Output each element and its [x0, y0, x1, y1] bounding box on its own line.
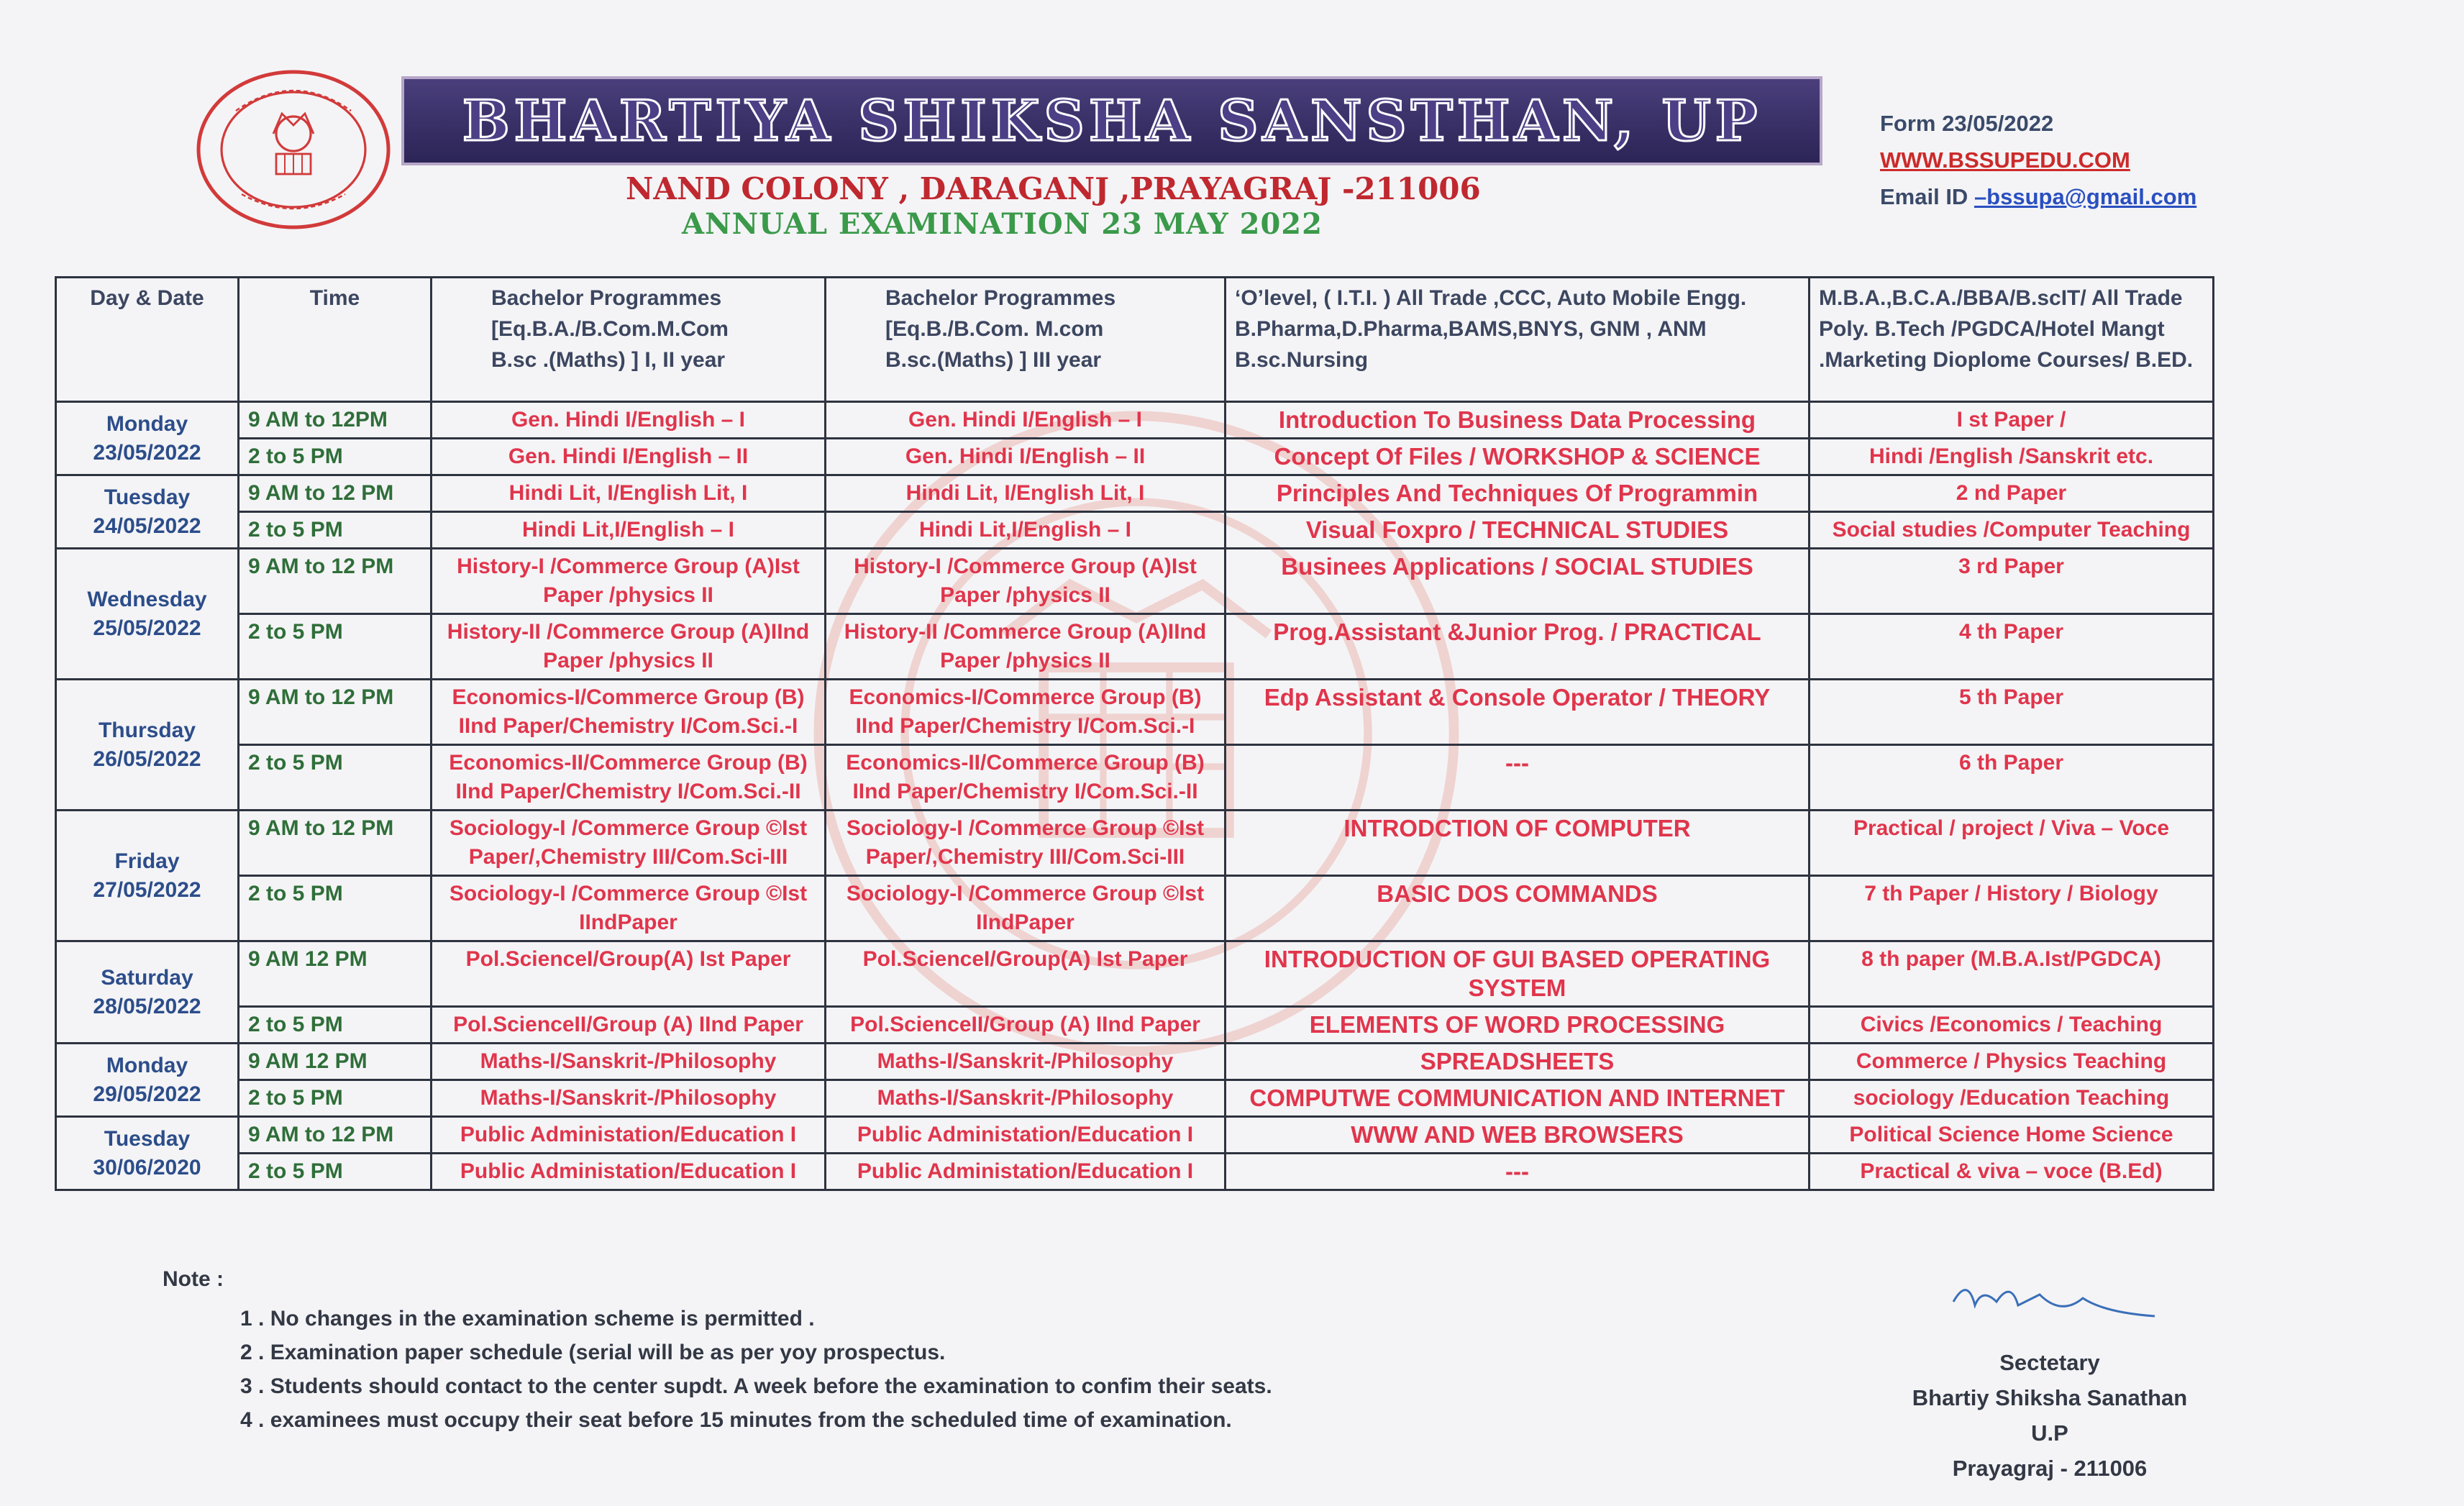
paper-olevel: Concept Of Files / WORKSHOP & SCIENCE: [1226, 439, 1810, 475]
paper-olevel: WWW AND WEB BROWSERS: [1226, 1117, 1810, 1154]
paper-bachelor-1-2: Hindi Lit,I/English – I: [432, 512, 826, 549]
time-cell: 9 AM 12 PM: [239, 1044, 432, 1080]
day-date-cell: [56, 680, 239, 811]
note-item: 3 . Students should contact to the center supdt. A week before the examination to confim their seats.: [240, 1374, 1272, 1398]
paper-bachelor-3: Public Administation/Education I: [826, 1154, 1226, 1190]
paper-bachelor-3: Hindi Lit,I/English – I: [826, 512, 1226, 549]
signatory-title: Sectetary: [1999, 1350, 2100, 1375]
exam-date: 23/05/2022: [93, 440, 201, 465]
paper-bachelor-1-2: Maths-I/Sanskrit-/Philosophy: [432, 1080, 826, 1117]
col-header-time: Time: [239, 278, 432, 402]
table-row: [56, 1117, 2214, 1154]
table-header-row: [56, 278, 2214, 402]
time-cell: 2 to 5 PM: [239, 614, 432, 680]
paper-bachelor-3: Pol.ScienceII/Group (A) IInd Paper: [826, 1007, 1226, 1044]
paper-mba: Hindi /English /Sanskrit etc.: [1810, 439, 2214, 475]
exam-date: 24/05/2022: [93, 514, 201, 538]
paper-olevel: COMPUTWE COMMUNICATION AND INTERNET: [1226, 1080, 1810, 1117]
table-row: [56, 1007, 2214, 1044]
paper-bachelor-3: Sociology-I /Commerce Group ©Ist IIndPaper: [826, 876, 1226, 941]
time-cell: 9 AM to 12 PM: [239, 811, 432, 876]
day-name: Monday: [106, 1053, 188, 1077]
paper-mba: Social studies /Computer Teaching: [1810, 512, 2214, 549]
institute-title: BHARTIYA SHIKSHA SANSTHAN, UP: [462, 88, 1762, 154]
paper-mba: 8 th paper (M.B.A.Ist/PGDCA): [1810, 941, 2214, 1007]
paper-bachelor-1-2: Public Administation/Education I: [432, 1154, 826, 1190]
paper-bachelor-1-2: Gen. Hindi I/English – II: [432, 439, 826, 475]
table-row: [56, 439, 2214, 475]
col-header-mba: [1810, 278, 2214, 402]
paper-bachelor-3: Economics-I/Commerce Group (B) IInd Paper/Chemistry I/Com.Sci.-I: [826, 680, 1226, 745]
paper-mba: I st Paper /: [1810, 402, 2214, 439]
paper-bachelor-1-2: History-I /Commerce Group (A)Ist Paper /physics II: [432, 549, 826, 614]
paper-bachelor-1-2: Hindi Lit, I/English Lit, I: [432, 475, 826, 512]
day-name: Friday: [114, 849, 180, 873]
col-header-olevel: [1226, 278, 1810, 402]
paper-bachelor-3: Maths-I/Sanskrit-/Philosophy: [826, 1080, 1226, 1117]
day-date-cell: [56, 549, 239, 680]
paper-olevel: ---: [1226, 745, 1810, 811]
paper-bachelor-1-2: Pol.ScienceII/Group (A) IInd Paper: [432, 1007, 826, 1044]
time-cell: 2 to 5 PM: [239, 1154, 432, 1190]
time-cell: 2 to 5 PM: [239, 1080, 432, 1117]
exam-date: 30/06/2020: [93, 1155, 201, 1179]
paper-mba: Civics /Economics / Teaching: [1810, 1007, 2214, 1044]
email-line: [1880, 178, 2196, 215]
paper-mba: sociology /Education Teaching: [1810, 1080, 2214, 1117]
table-row: [56, 512, 2214, 549]
note-item: 1 . No changes in the examination scheme is permitted .: [240, 1307, 815, 1331]
email-label: Email ID: [1880, 184, 1974, 209]
paper-mba: 3 rd Paper: [1810, 549, 2214, 614]
paper-bachelor-1-2: Sociology-I /Commerce Group ©Ist IIndPaper: [432, 876, 826, 941]
paper-olevel: INTRODUCTION OF GUI BASED OPERATING SYSTEM: [1226, 941, 1810, 1007]
table-row: [56, 811, 2214, 876]
day-date-cell: [56, 1044, 239, 1117]
day-date-cell: [56, 941, 239, 1044]
col-header-text: M.B.A.,B.C.A./BBA/B.scIT/ All Trade Poly. B.Tech /PGDCA/Hotel Mangt .Marketing Dioplome Courses/ B.ED.: [1819, 286, 2194, 372]
paper-bachelor-1-2: Pol.ScienceI/Group(A) Ist Paper: [432, 941, 826, 1007]
col-header-day: Day & Date: [56, 278, 239, 402]
table-row: [56, 941, 2214, 1007]
exam-date: 25/05/2022: [93, 616, 201, 640]
paper-mba: 2 nd Paper: [1810, 475, 2214, 512]
paper-bachelor-1-2: Maths-I/Sanskrit-/Philosophy: [432, 1044, 826, 1080]
paper-bachelor-1-2: Economics-I/Commerce Group (B) IInd Paper/Chemistry I/Com.Sci.-I: [432, 680, 826, 745]
exam-date: 26/05/2022: [93, 747, 201, 771]
paper-olevel: Visual Foxpro / TECHNICAL STUDIES: [1226, 512, 1810, 549]
table-row: [56, 1080, 2214, 1117]
notes-list: [240, 1302, 1272, 1437]
time-cell: 9 AM to 12PM: [239, 402, 432, 439]
signatory-block: [1899, 1345, 2201, 1486]
paper-mba: Practical / project / Viva – Voce: [1810, 811, 2214, 876]
paper-olevel: INTRODCTION OF COMPUTER: [1226, 811, 1810, 876]
table-row: [56, 876, 2214, 941]
time-cell: 9 AM to 12 PM: [239, 680, 432, 745]
table-row: [56, 402, 2214, 439]
paper-bachelor-1-2: Economics-II/Commerce Group (B) IInd Paper/Chemistry I/Com.Sci.-II: [432, 745, 826, 811]
paper-bachelor-3: Sociology-I /Commerce Group ©Ist Paper/,Chemistry III/Com.Sci-III: [826, 811, 1226, 876]
signatory-place: Prayagraj - 211006: [1952, 1456, 2148, 1481]
time-cell: 2 to 5 PM: [239, 876, 432, 941]
paper-mba: 7 th Paper / History / Biology: [1810, 876, 2214, 941]
paper-olevel: Introduction To Business Data Processing: [1226, 402, 1810, 439]
exam-date: 27/05/2022: [93, 877, 201, 902]
paper-olevel: Businees Applications / SOCIAL STUDIES: [1226, 549, 1810, 614]
time-cell: 9 AM to 12 PM: [239, 475, 432, 512]
note-item: 4 . examinees must occupy their seat before 15 minutes from the scheduled time of examination.: [240, 1408, 1232, 1432]
signature: [1946, 1273, 2162, 1323]
col-header-text: Bachelor Programmes [Eq.B./B.Com. M.com B.sc.(Maths) ] III year: [885, 286, 1116, 372]
website-link[interactable]: WWW.BSSUPEDU.COM: [1880, 147, 2130, 173]
time-cell: 9 AM to 12 PM: [239, 1117, 432, 1154]
paper-bachelor-3: Gen. Hindi I/English – I: [826, 402, 1226, 439]
col-header-text: ‘O’level, ( I.T.I. ) All Trade ,CCC, Auto Mobile Engg. B.Pharma,D.Pharma,BAMS,BNYS, GNM , ANM B.sc.Nursing: [1235, 286, 1747, 372]
table-row: [56, 475, 2214, 512]
day-date-cell: [56, 1117, 239, 1190]
paper-olevel: ---: [1226, 1154, 1810, 1190]
day-name: Saturday: [101, 965, 193, 990]
table-row: [56, 1154, 2214, 1190]
paper-bachelor-3: Economics-II/Commerce Group (B) IInd Paper/Chemistry I/Com.Sci.-II: [826, 745, 1226, 811]
day-name: Thursday: [98, 718, 196, 742]
day-date-cell: [56, 811, 239, 941]
paper-mba: 5 th Paper: [1810, 680, 2214, 745]
institute-logo: [193, 68, 394, 232]
exam-title: ANNUAL EXAMINATION 23 MAY 2022: [682, 207, 1323, 241]
note-label: Note :: [163, 1267, 224, 1291]
day-name: Monday: [106, 411, 188, 436]
time-cell: 2 to 5 PM: [239, 745, 432, 811]
col-header-bachelor-3: [826, 278, 1226, 402]
time-cell: 2 to 5 PM: [239, 439, 432, 475]
paper-bachelor-1-2: History-II /Commerce Group (A)IInd Paper /physics II: [432, 614, 826, 680]
paper-olevel: Prog.Assistant &Junior Prog. / PRACTICAL: [1226, 614, 1810, 680]
day-date-cell: [56, 402, 239, 475]
day-name: Tuesday: [104, 1126, 191, 1151]
schedule-body: [56, 402, 2214, 1190]
exam-date: 29/05/2022: [93, 1082, 201, 1106]
paper-bachelor-1-2: Public Administation/Education I: [432, 1117, 826, 1154]
header-contact: [1880, 105, 2196, 215]
paper-olevel: Edp Assistant & Console Operator / THEORY: [1226, 680, 1810, 745]
table-row: [56, 549, 2214, 614]
paper-olevel: ELEMENTS OF WORD PROCESSING: [1226, 1007, 1810, 1044]
day-name: Wednesday: [87, 587, 207, 611]
time-cell: 9 AM 12 PM: [239, 941, 432, 1007]
paper-bachelor-3: History-I /Commerce Group (A)Ist Paper /physics II: [826, 549, 1226, 614]
form-date: Form 23/05/2022: [1880, 111, 2054, 136]
institute-title-banner: [401, 76, 1822, 165]
table-row: [56, 745, 2214, 811]
paper-bachelor-3: History-II /Commerce Group (A)IInd Paper /physics II: [826, 614, 1226, 680]
paper-bachelor-3: Maths-I/Sanskrit-/Philosophy: [826, 1044, 1226, 1080]
paper-mba: 4 th Paper: [1810, 614, 2214, 680]
paper-bachelor-3: Gen. Hindi I/English – II: [826, 439, 1226, 475]
paper-bachelor-1-2: Gen. Hindi I/English – I: [432, 402, 826, 439]
table-row: [56, 614, 2214, 680]
paper-olevel: Principles And Techniques Of Programmin: [1226, 475, 1810, 512]
paper-olevel: BASIC DOS COMMANDS: [1226, 876, 1810, 941]
paper-bachelor-3: Hindi Lit, I/English Lit, I: [826, 475, 1226, 512]
col-header-bachelor-1-2: [432, 278, 826, 402]
day-name: Tuesday: [104, 485, 191, 509]
table-row: [56, 680, 2214, 745]
paper-mba: Practical & viva – voce (B.Ed): [1810, 1154, 2214, 1190]
day-date-cell: [56, 475, 239, 549]
exam-schedule-table: [55, 276, 2214, 1191]
time-cell: 2 to 5 PM: [239, 1007, 432, 1044]
note-item: 2 . Examination paper schedule (serial will be as per yoy prospectus.: [240, 1341, 946, 1364]
time-cell: 2 to 5 PM: [239, 512, 432, 549]
email-link[interactable]: –bssupa@gmail.com: [1974, 184, 2197, 209]
table-row: [56, 1044, 2214, 1080]
paper-olevel: SPREADSHEETS: [1226, 1044, 1810, 1080]
time-cell: 9 AM to 12 PM: [239, 549, 432, 614]
paper-mba: 6 th Paper: [1810, 745, 2214, 811]
paper-bachelor-3: Pol.ScienceI/Group(A) Ist Paper: [826, 941, 1226, 1007]
signatory-org: Bhartiy Shiksha Sanathan U.P: [1912, 1385, 2188, 1446]
paper-bachelor-3: Public Administation/Education I: [826, 1117, 1226, 1154]
col-header-text: Bachelor Programmes [Eq.B.A./B.Com.M.Com B.sc .(Maths) ] I, II year: [491, 286, 729, 372]
paper-mba: Commerce / Physics Teaching: [1810, 1044, 2214, 1080]
paper-mba: Political Science Home Science: [1810, 1117, 2214, 1154]
exam-date: 28/05/2022: [93, 994, 201, 1018]
paper-bachelor-1-2: Sociology-I /Commerce Group ©Ist Paper/,Chemistry III/Com.Sci-III: [432, 811, 826, 876]
institute-address: NAND COLONY , DARAGANJ ,PRAYAGRAJ -211006: [626, 171, 1481, 206]
